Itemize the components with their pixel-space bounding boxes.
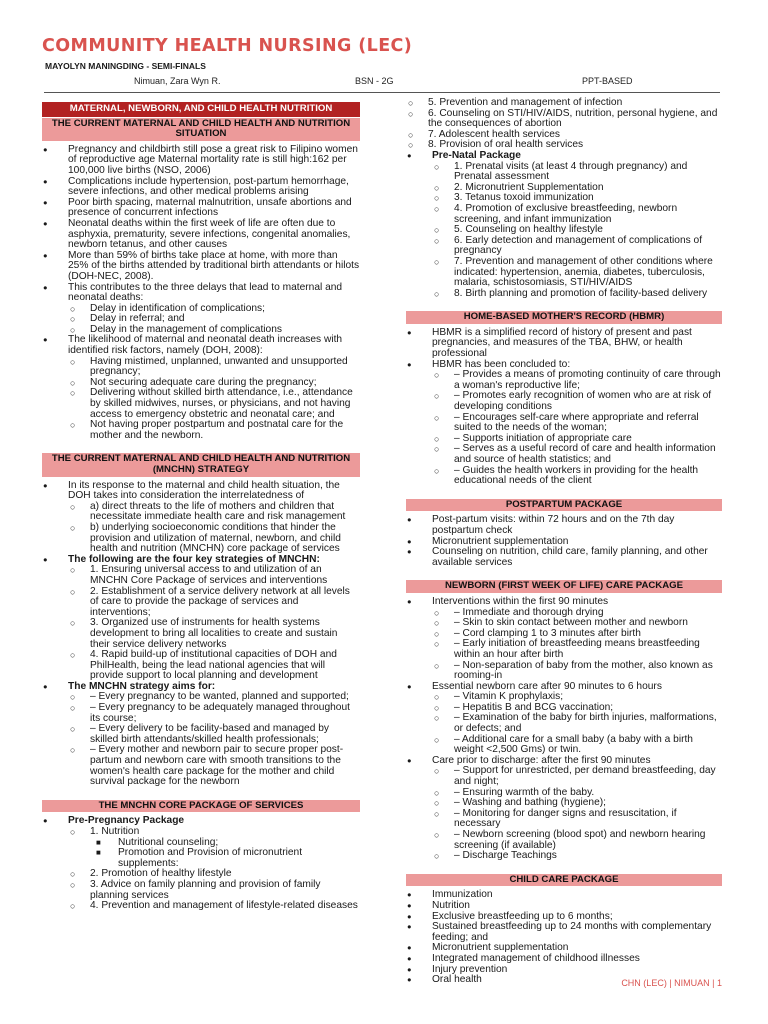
sub-list	[68, 502, 360, 555]
list-item	[42, 682, 360, 788]
list-item-text: This contributes to the three delays that lead to maternal and neonatal deaths:	[68, 281, 343, 304]
sub-sub-list	[90, 838, 360, 870]
sub-sub-list-item: ■ Nutritional counseling;	[90, 838, 360, 849]
list-item: ● Micronutrient supplementation	[406, 537, 722, 548]
list-item-text: In its response to the maternal and child health situation, the DOH takes into consideration the interrelatedness of	[68, 479, 340, 502]
sub-list-item: ○ 6. Early detection and management of complications of pregnancy	[432, 236, 722, 257]
list-item-text: The MNCHN strategy aims for:	[68, 680, 216, 692]
list-item: ● Micronutrient supplementation	[406, 943, 722, 954]
section-header-core-package: THE MNCHN CORE PACKAGE OF SERVICES	[42, 800, 360, 813]
list-item: ● Oral health	[406, 975, 722, 986]
list-item: ● Integrated management of childhood illnesses	[406, 954, 722, 965]
sub-list-item: ○ – Every pregnancy to be adequately managed throughout its course;	[68, 703, 360, 724]
sub-list-item: ○ – Every pregnancy to be wanted, planned and supported;	[68, 692, 360, 703]
section-header-hbmr: HOME-BASED MOTHER'S RECORD (HBMR)	[406, 311, 722, 324]
list-item: ● Sustained breastfeeding up to 24 months with complementary feeding; and	[406, 922, 722, 943]
sub-list-item: ○ Delay in referral; and	[68, 314, 360, 325]
sub-list	[432, 370, 722, 487]
section-label: BSN - 2G	[355, 76, 394, 86]
format-label: PPT-BASED	[582, 76, 633, 86]
sub-list-item: ○ – Provides a means of promoting continuity of care through a woman's reproductive life;	[432, 370, 722, 391]
list-item-text: Interventions within the first 90 minutes	[432, 595, 609, 607]
section-header-postpartum: POSTPARTUM PACKAGE	[406, 499, 722, 512]
list-item	[406, 597, 722, 682]
header-divider	[44, 92, 720, 93]
sub-list-item: ○ 5. Prevention and management of infection	[406, 98, 722, 109]
sub-list-item: ○ – Support for unrestricted, per demand breastfeeding, day and night;	[432, 766, 722, 787]
page-footer: CHN (LEC) | NIMUAN | 1	[621, 978, 722, 988]
sub-list-item: ○ Delay in the management of complications	[68, 325, 360, 336]
sub-list	[68, 357, 360, 442]
list-item	[42, 481, 360, 555]
sub-list-item-text: 1. Nutrition	[90, 826, 140, 837]
sub-list-item: ○ 8. Birth planning and promotion of facility-based delivery	[432, 289, 722, 300]
sub-list-item: ○ 1. Ensuring universal access to and utilization of an MNCHN Core Package of services and interventions	[68, 565, 360, 586]
sub-list-item: ○ – Skin to skin contact between mother and newborn	[432, 618, 722, 629]
sub-list	[432, 766, 722, 861]
list-item: ● Counseling on nutrition, child care, family planning, and other available services	[406, 547, 722, 568]
list-item: ● More than 59% of births take place at home, with more than 25% of the births attended by traditional birth attendants or hilots (DOH-NEC, 2008).	[42, 251, 360, 283]
list-item-text: Care prior to discharge: after the first 90 minutes	[432, 754, 651, 766]
sub-list	[68, 827, 360, 912]
sub-list-item: ○ 2. Establishment of a service delivery network at all levels of care to provide the package of services and interventions;	[68, 587, 360, 619]
list-item: ● Injury prevention	[406, 965, 722, 976]
sub-list-item: ○ Not having proper postpartum and postnatal care for the mother and the newborn.	[68, 420, 360, 441]
section-header-child-care: CHILD CARE PACKAGE	[406, 874, 722, 887]
section-header-mnchn-strategy: THE CURRENT MATERNAL AND CHILD HEALTH AND NUTRITION (MNCHN) STRATEGY	[42, 453, 360, 476]
sub-list-item: ○ 5. Counseling on healthy lifestyle	[432, 225, 722, 236]
sub-list-item: ○ – Washing and bathing (hygiene);	[432, 798, 722, 809]
list-item-text: Pre-Pregnancy Package	[68, 815, 185, 827]
list-item-text: The following are the four key strategies of MNCHN:	[68, 553, 320, 565]
list-item: ● Nutrition	[406, 901, 722, 912]
sub-list-item: ○ – Promotes early recognition of women who are at risk of developing conditions	[432, 391, 722, 412]
list-item-text: HBMR has been concluded to:	[432, 358, 571, 370]
sub-list-item: ○ Having mistimed, unplanned, unwanted and unsupported pregnancy;	[68, 357, 360, 378]
sub-list-item	[68, 827, 360, 869]
sub-list-item: ○ – Monitoring for danger signs and resuscitation, if necessary	[432, 809, 722, 830]
sub-list-item: ○ – Non-separation of baby from the mother, also known as rooming-in	[432, 661, 722, 682]
sub-list	[68, 565, 360, 682]
sub-list-item: ○ 1. Prenatal visits (at least 4 through pregnancy) and Prenatal assessment	[432, 162, 722, 183]
postpartum-list	[406, 515, 722, 568]
sub-list	[432, 692, 722, 756]
list-item: ● Poor birth spacing, maternal malnutrition, unsafe abortions and presence of concurrent infections	[42, 198, 360, 219]
list-item	[406, 756, 722, 862]
sub-list-item: ○ – Every mother and newborn pair to secure proper post-partum and newborn care with smooth transitions to the women's health care package for the mother and child survival package for the newborn	[68, 745, 360, 787]
list-item: ● Post-partum visits: within 72 hours and on the 7th day postpartum check	[406, 515, 722, 536]
sub-list-item: ○ – Newborn screening (blood spot) and newborn hearing screening (if available)	[432, 830, 722, 851]
list-item: ● HBMR is a simplified record of history of present and past pregnancies, and measures of the TBA, BHW, or health professional	[406, 328, 722, 360]
sub-list-item: ○ – Additional care for a small baby (a baby with a birth weight <2,500 Gms) or twin.	[432, 735, 722, 756]
sub-list-item: ○ – Supports initiation of appropriate care	[432, 434, 722, 445]
situation-list	[42, 145, 360, 442]
list-item-text: Pre-Natal Package	[432, 149, 521, 161]
sub-list-item: ○ – Discharge Teachings	[432, 851, 722, 862]
sub-list-item: ○ 7. Prevention and management of other conditions where indicated: hypertension, anemia, diabetes, tuberculosis, malaria, schistosomiasis, STI/HIV/AIDS	[432, 257, 722, 289]
sub-list-item: ○ 7. Adolescent health services	[406, 130, 722, 141]
sub-list-item: ○ Delivering without skilled birth attendance, i.e., attendance by skilled midwives, nurses, or physicians, and not having access to emergency obstetric and neonatal care; and	[68, 388, 360, 420]
strategy-list	[42, 481, 360, 788]
sub-list-item: ○ 4. Rapid build-up of institutional capacities of DOH and PhilHealth, being the lead national agencies that will provide support to local planning and development	[68, 650, 360, 682]
hbmr-list	[406, 328, 722, 487]
sub-list-item: ○ – Cord clamping 1 to 3 minutes after birth	[432, 629, 722, 640]
list-item-text: The likelihood of maternal and neonatal death increases with identified risk factors, namely (DOH, 2008):	[68, 334, 343, 357]
sub-list-item: ○ – Serves as a useful record of care and health information and source of health statistics; and	[432, 444, 722, 465]
sub-list-item: ○ 2. Micronutrient Supplementation	[432, 183, 722, 194]
list-item: ● Immunization	[406, 890, 722, 901]
sub-list-item: ○ – Hepatitis B and BCG vaccination;	[432, 703, 722, 714]
list-item: ● Complications include hypertension, post-partum hemorrhage, severe infections, and other medical problems arising	[42, 177, 360, 198]
prenatal-list	[406, 151, 722, 299]
list-item	[42, 555, 360, 682]
list-item	[42, 816, 360, 911]
sub-list	[432, 162, 722, 300]
sub-list-item: ○ 3. Tetanus toxoid immunization	[432, 193, 722, 204]
right-column	[406, 98, 722, 986]
sub-list-item: ○ Not securing adequate care during the pregnancy;	[68, 378, 360, 389]
sub-list-item: ○ 6. Counseling on STI/HIV/AIDS, nutrition, personal hygiene, and the consequences of abortion	[406, 109, 722, 130]
newborn-list	[406, 597, 722, 862]
sub-list	[432, 608, 722, 682]
sub-list-item: ○ – Immediate and thorough drying	[432, 608, 722, 619]
list-item	[42, 335, 360, 441]
list-item: ● Pregnancy and childbirth still pose a great risk to Filipino women of reproductive age Maternal mortality rate is still high:162 per 100,000 live births (NSO, 2006)	[42, 145, 360, 177]
sub-sub-list-item: ■ Promotion and Provision of micronutrient supplements:	[90, 848, 360, 869]
section-header-situation: THE CURRENT MATERNAL AND CHILD HEALTH AND NUTRITION SITUATION	[42, 118, 360, 141]
list-item-text: Essential newborn care after 90 minutes to 6 hours	[432, 680, 662, 692]
sub-list-item: ○ 8. Provision of oral health services	[406, 140, 722, 151]
sub-list-item: ○ b) underlying socioeconomic conditions that hinder the provision and utilization of maternal, newborn, and child health and nutrition (MNCHN) core package of services	[68, 523, 360, 555]
main-section-title: MATERNAL, NEWBORN, AND CHILD HEALTH NUTRITION	[42, 102, 360, 117]
list-item: ● Exclusive breastfeeding up to 6 months;	[406, 912, 722, 923]
list-item	[406, 151, 722, 299]
sub-list-item: ○ Delay in identification of complications;	[68, 304, 360, 315]
sub-list-item: ○ – Guides the health workers in providing for the health educational needs of the client	[432, 466, 722, 487]
list-item	[406, 360, 722, 487]
pre-pregnancy-continued-list	[406, 98, 722, 151]
sub-list-item: ○ – Every delivery to be facility-based and managed by skilled birth attendants/skilled health professionals;	[68, 724, 360, 745]
sub-list-item: ○ a) direct threats to the life of mothers and children that necessitate immediate health care and risk management	[68, 502, 360, 523]
sub-list-item: ○ – Examination of the baby for birth injuries, malformations, or defects; and	[432, 713, 722, 734]
sub-list-item: ○ 3. Organized use of instruments for health systems development to bring all localities to create and sustain their service delivery networks	[68, 618, 360, 650]
list-item: ● Neonatal deaths within the first week of life are often due to asphyxia, prematurity, severe infections, congenital anomalies, newborn tetanus, and other causes	[42, 219, 360, 251]
author-line: MAYOLYN MANINGDING - SEMI-FINALS	[45, 61, 206, 71]
sub-list-item: ○ – Encourages self-care where appropriate and referral suited to the needs of the woman;	[432, 413, 722, 434]
core-package-list	[42, 816, 360, 911]
sub-list-item: ○ – Vitamin K prophylaxis;	[432, 692, 722, 703]
page-title: COMMUNITY HEALTH NURSING (LEC)	[42, 36, 413, 56]
sub-list	[68, 692, 360, 787]
sub-list	[68, 304, 360, 336]
left-column	[42, 102, 360, 912]
student-name: Nimuan, Zara Wyn R.	[134, 76, 221, 86]
sub-list-item: ○ 4. Prevention and management of lifestyle-related diseases	[68, 901, 360, 912]
sub-list-item: ○ 4. Promotion of exclusive breastfeeding, newborn screening, and infant immunization	[432, 204, 722, 225]
sub-list-item: ○ – Early initiation of breastfeeding means breastfeeding within an hour after birth	[432, 639, 722, 660]
section-header-newborn: NEWBORN (FIRST WEEK OF LIFE) CARE PACKAGE	[406, 580, 722, 593]
sub-list-item: ○ – Ensuring warmth of the baby.	[432, 788, 722, 799]
list-item	[42, 283, 360, 336]
sub-list-item: ○ 3. Advice on family planning and provision of family planning services	[68, 880, 360, 901]
sub-list-item: ○ 2. Promotion of healthy lifestyle	[68, 869, 360, 880]
child-care-list	[406, 890, 722, 985]
list-item	[406, 682, 722, 756]
